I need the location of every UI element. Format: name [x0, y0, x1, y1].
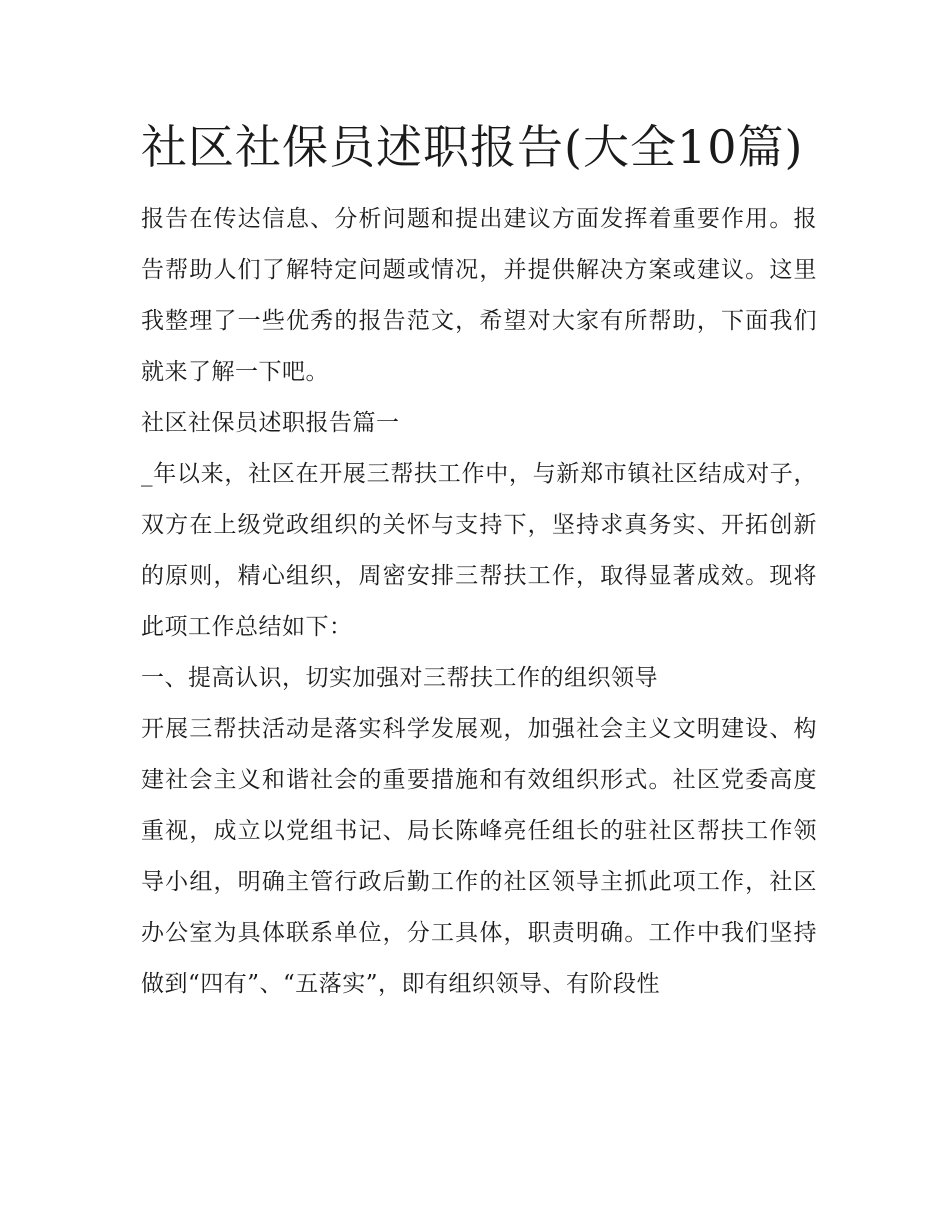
- section-heading-part-one: 社区社保员述职报告篇一: [141, 410, 400, 436]
- intro-paragraph: 报告在传达信息、分析问题和提出建议方面发挥着重要作用。报告帮助人们了解特定问题或情况，并提供解决方案或建议。这里我整理了一些优秀的报告范文，希望对大家有所帮助，下面我们就来了解一下吧。: [141, 206, 817, 385]
- body-paragraph: _年以来，社区在开展三帮扶工作中，与新郑市镇社区结成对子，双方在上级党政组织的关怀与支持下，坚持求真务实、开拓创新的原则，精心组织，周密安排三帮扶工作，取得显著成效。现将此项工作总结如下：: [141, 461, 817, 640]
- document-title: 社区社保员述职报告(大全10篇): [141, 120, 804, 174]
- section-heading-1: 一、提高认识，切实加强对三帮扶工作的组织领导: [141, 665, 658, 691]
- document-body: [141, 112, 817, 1010]
- body-paragraph: 开展三帮扶活动是落实科学发展观，加强社会主义文明建设、构建社会主义和谐社会的重要措施和有效组织形式。社区党委高度重视，成立以党组书记、局长陈峰亮任组长的驻社区帮扶工作领导小组，明确主管行政后勤工作的社区领导主抓此项工作，社区办公室为具体联系单位，分工具体，职责明确。工作中我们坚持做到“四有”、“五落实”，即有组织领导、有阶段性: [141, 716, 817, 997]
